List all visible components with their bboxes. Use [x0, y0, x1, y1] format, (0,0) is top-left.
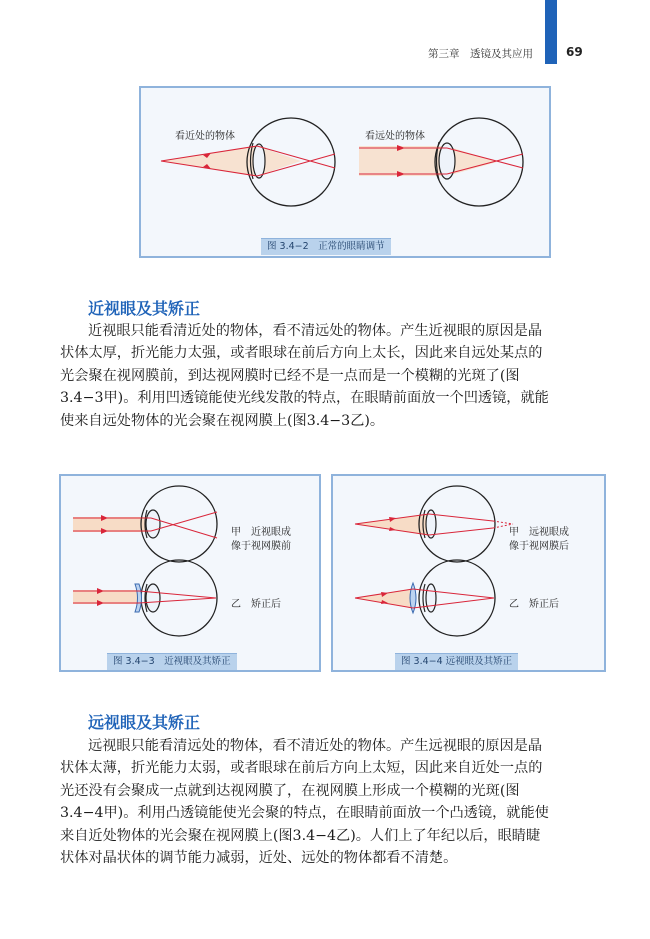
figure-myopia-drawing	[61, 476, 319, 670]
figure-caption: 图 3.4−2 正常的眼睛调节	[261, 238, 391, 255]
figure-hyperopia	[331, 474, 606, 672]
text-line: 使来自远处物体的光会聚在视网膜上(图3.4−3乙)。	[60, 412, 385, 429]
label-line: 像于视网膜后	[509, 541, 569, 552]
section-title-myopia: 近视眼及其矫正	[88, 299, 201, 318]
page-number: 69	[566, 45, 583, 59]
header-chapter: 第三章 透镜及其应用	[428, 48, 533, 60]
text-line: 3.4−4甲)。利用凸透镜能使光会聚的特点，在眼睛前面放一个凸透镜，就能使	[60, 805, 549, 822]
label-myopia-a	[231, 526, 291, 554]
paragraph-myopia	[60, 320, 608, 432]
label-line: 像于视网膜前	[231, 541, 291, 552]
text-line: 3.4−3甲)。利用凹透镜能使光线发散的特点，在眼睛前面放一个凹透镜，就能	[60, 390, 549, 407]
text-line: 光会聚在视网膜前，到达视网膜时已经不是一点而是一个模糊的光斑了(图	[60, 367, 520, 384]
text-line: 近视眼只能看清近处的物体，看不清远处的物体。产生近视眼的原因是晶	[88, 323, 543, 339]
text-line: 状体太厚，折光能力太强，或者眼球在前后方向上太长，因此来自远处某点的	[60, 345, 543, 362]
label-hyperopia-b: 乙 矫正后	[509, 599, 559, 610]
figure-caption: 图 3.4−3 近视眼及其矫正	[107, 653, 237, 670]
label-far-object: 看远处的物体	[365, 131, 425, 142]
header-accent-bar	[545, 0, 557, 64]
figure-caption: 图 3.4−4 远视眼及其矫正	[395, 653, 518, 670]
figure-normal-eye-drawing	[141, 88, 549, 256]
text-line: 来自近处物体的光会聚在视网膜上(图3.4−4乙)。人们上了年纪以后，眼睛睫	[60, 827, 541, 844]
figure-hyperopia-drawing	[333, 476, 604, 670]
figure-normal-eye	[139, 86, 551, 258]
text-line: 远视眼只能看清远处的物体，看不清近处的物体。产生远视眼的原因是晶	[88, 738, 543, 754]
label-near-object: 看近处的物体	[175, 131, 235, 142]
text-line: 光还没有会聚成一点就到达视网膜了，在视网膜上形成一个模糊的光斑(图	[60, 782, 520, 799]
text-line: 状体对晶状体的调节能力减弱，近处、远处的物体都看不清楚。	[60, 850, 458, 867]
label-hyperopia-a	[509, 526, 569, 554]
label-myopia-b: 乙 矫正后	[231, 599, 281, 610]
paragraph-hyperopia	[60, 735, 608, 869]
label-line: 甲 近视眼成	[231, 527, 291, 538]
section-title-hyperopia: 远视眼及其矫正	[88, 713, 201, 732]
label-line: 甲 远视眼成	[509, 527, 569, 538]
figure-myopia	[59, 474, 321, 672]
text-line: 状体太薄，折光能力太弱，或者眼球在前后方向上太短，因此来自近处一点的	[60, 760, 543, 777]
